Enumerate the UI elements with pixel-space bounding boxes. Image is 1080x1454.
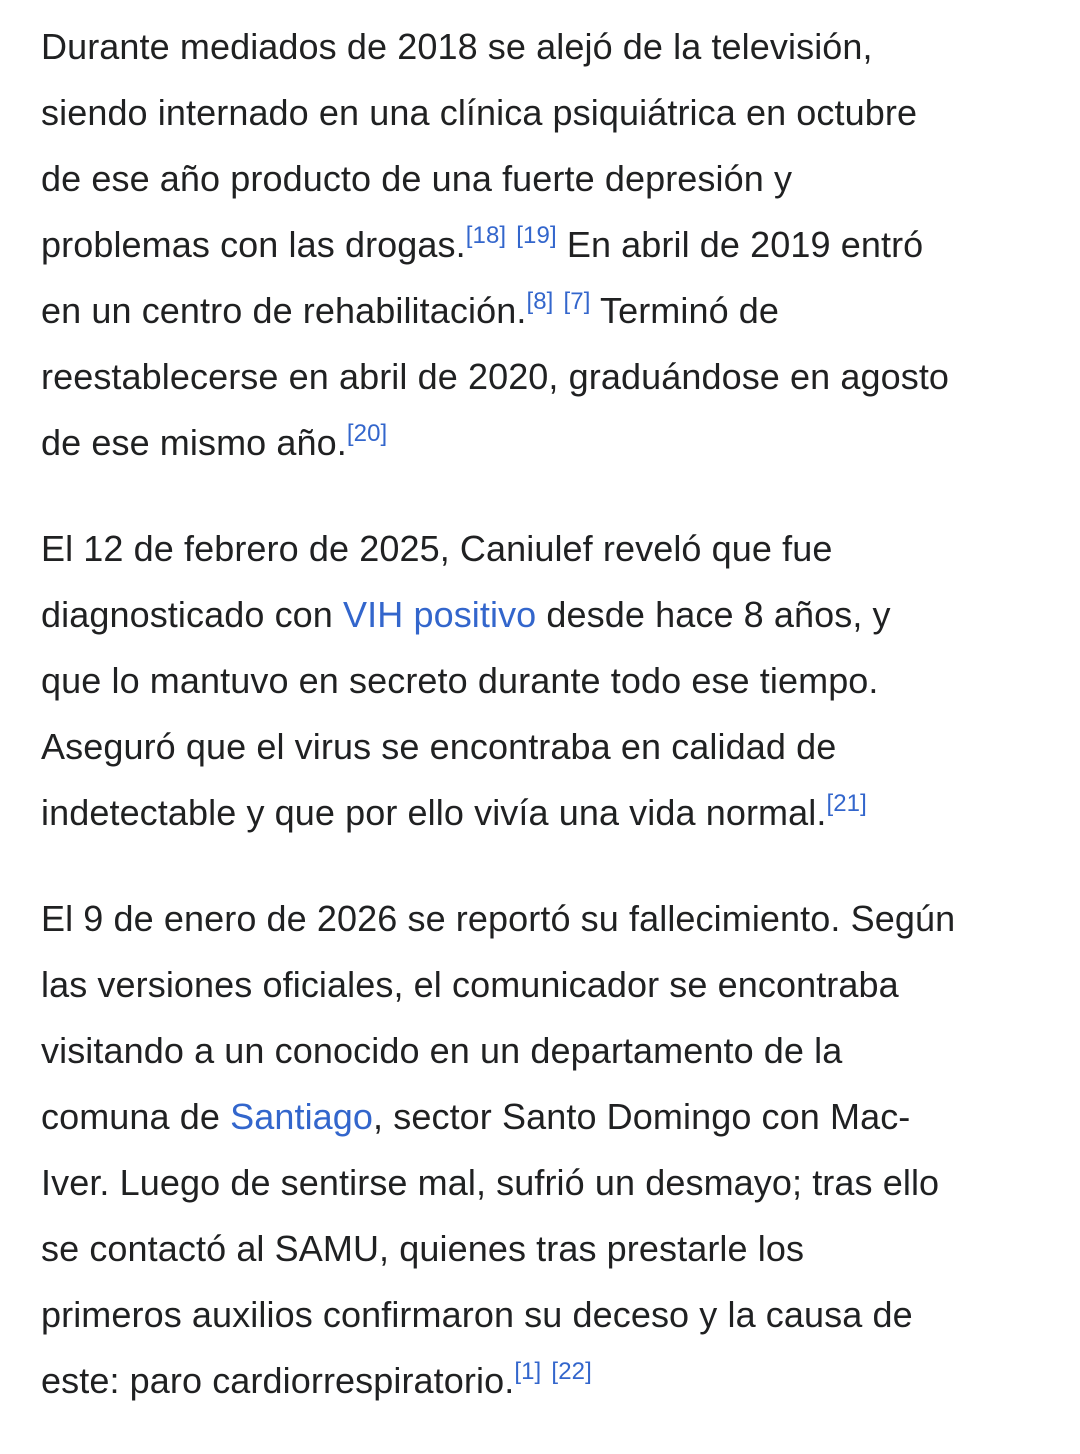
paragraph-3-line-3: visitando a un conocido en un departamento de la: [41, 1030, 843, 1071]
paragraph-1-line-4-text: problemas con las drogas.: [41, 224, 466, 265]
paragraph-2-line-5-text: indetectable y que por ello vivía una vida normal.: [41, 792, 827, 833]
reference-7: [564, 288, 591, 315]
paragraph-2-line-2-text: diagnosticado con: [41, 594, 344, 635]
reference-1: [514, 1358, 541, 1385]
paragraph-3: [41, 886, 1051, 1414]
paragraph-1-line-5-text: en un centro de rehabilitación.: [41, 290, 527, 331]
paragraph-2-line-5: [41, 780, 1051, 846]
reference-19-link[interactable]: [19]: [516, 222, 557, 249]
paragraph-2-line-2: [41, 582, 1051, 648]
paragraph-3-line-8: [41, 1348, 1051, 1414]
paragraph-1-line-5-continuation: Terminó de: [599, 290, 780, 331]
paragraph-1-line-7: [41, 410, 1051, 476]
reference-20: [347, 420, 387, 447]
paragraph-2: [41, 516, 1051, 846]
article-body: [41, 14, 1051, 1454]
paragraph-1-line-3: de ese año producto de una fuerte depresión y: [41, 158, 793, 199]
reference-19: [516, 222, 556, 249]
reference-21-link[interactable]: [21]: [826, 790, 867, 817]
paragraph-3-line-6: se contactó al SAMU, quienes tras prestarle los: [41, 1228, 805, 1269]
paragraph-3-line-4: [41, 1084, 1051, 1150]
vih-positivo-link[interactable]: VIH positivo: [343, 594, 537, 635]
paragraph-2-line-3: que lo mantuvo en secreto durante todo ese tiempo.: [41, 660, 879, 701]
paragraph-1: [41, 14, 1051, 476]
reference-20-link[interactable]: [20]: [346, 420, 388, 447]
paragraph-3-line-7: primeros auxilios confirmaron su deceso y la causa de: [41, 1294, 913, 1335]
paragraph-1-line-1: Durante mediados de 2018 se alejó de la televisión,: [41, 26, 873, 67]
reference-1-link[interactable]: [1]: [514, 1358, 542, 1385]
paragraph-2-line-4: Aseguró que el virus se encontraba en calidad de: [41, 726, 837, 767]
paragraph-3-line-1: El 9 de enero de 2026 se reportó su fallecimiento. Según: [41, 898, 956, 939]
paragraph-3-line-5: Iver. Luego de sentirse mal, sufrió un desmayo; tras ello: [41, 1162, 940, 1203]
paragraph-3-line-4-text: comuna de: [41, 1096, 231, 1137]
reference-8: [526, 288, 553, 315]
reference-18: [466, 222, 506, 249]
paragraph-1-line-2: siendo internado en una clínica psiquiátrica en octubre: [41, 92, 918, 133]
paragraph-3-line-4-continuation: , sector Santo Domingo con Mac-: [373, 1096, 911, 1137]
paragraph-1-line-4-continuation: En abril de 2019 entró: [566, 224, 924, 265]
reference-21: [826, 790, 866, 817]
paragraph-1-line-4: [41, 212, 1051, 278]
paragraph-1-line-6: reestablecerse en abril de 2020, graduándose en agosto: [41, 356, 950, 397]
reference-22: [551, 1358, 591, 1385]
paragraph-1-line-5: [41, 278, 1051, 344]
paragraph-2-line-2-continuation: desde hace 8 años, y: [536, 594, 891, 635]
reference-8-link[interactable]: [8]: [526, 288, 554, 315]
reference-18-link[interactable]: [18]: [465, 222, 507, 249]
reference-22-link[interactable]: [22]: [551, 1358, 592, 1385]
paragraph-3-line-2: las versiones oficiales, el comunicador se encontraba: [41, 964, 899, 1005]
santiago-link[interactable]: Santiago: [230, 1096, 374, 1137]
paragraph-1-line-7-text: de ese mismo año.: [41, 422, 347, 463]
paragraph-3-line-8-text: este: paro cardiorrespiratorio.: [41, 1360, 515, 1401]
reference-7-link[interactable]: [7]: [563, 288, 591, 315]
paragraph-2-line-1: El 12 de febrero de 2025, Caniulef reveló que fue: [41, 528, 833, 569]
